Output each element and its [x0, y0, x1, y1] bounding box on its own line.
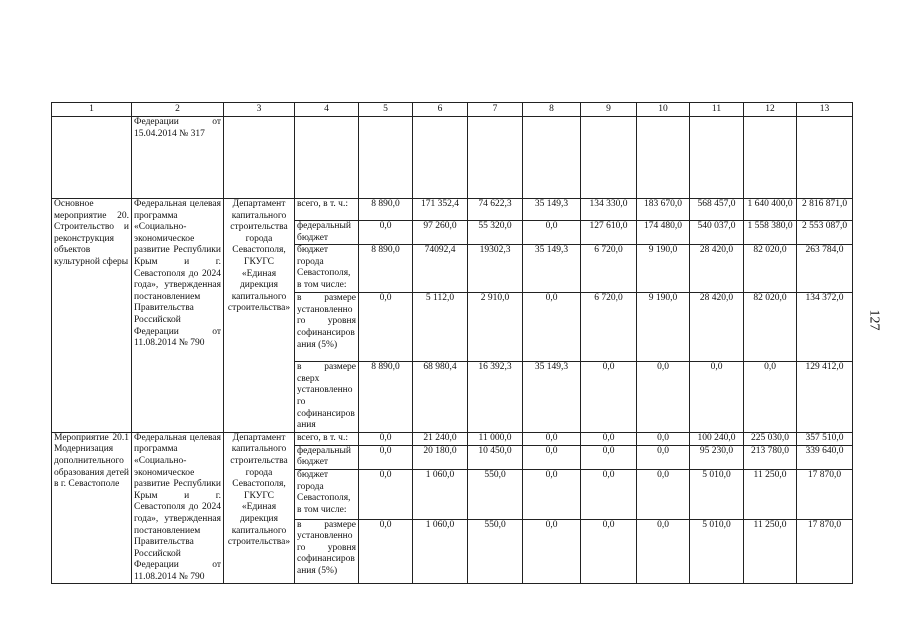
header-cell: 5: [359, 103, 413, 117]
amount-cell: 0,0: [581, 362, 637, 433]
amount-cell: 2 910,0: [468, 293, 523, 362]
amount-cell: 5 010,0: [690, 519, 744, 584]
amount-cell: 0,0: [523, 221, 581, 245]
funding-source-label: всего, в т. ч.:: [295, 199, 359, 221]
funding-source-label: бюджет города Севастополя, в том числе:: [295, 245, 359, 293]
header-row: [52, 103, 853, 117]
amount-cell: 550,0: [468, 519, 523, 584]
amount-cell: 129 412,0: [797, 362, 853, 433]
program-name: Федеральная целевая программа «Социально-экономическое развитие Республики Крым и г. Севастополя до 2024 года», утвержденная постановлением Правительства Российской Федерации от 11.08.2014 № 790: [132, 199, 224, 433]
amount-cell: 0,0: [359, 293, 413, 362]
amount-cell: 540 037,0: [690, 221, 744, 245]
table-row: [52, 432, 853, 445]
amount-cell: 0,0: [581, 432, 637, 445]
amount-cell: 213 780,0: [744, 445, 797, 470]
amount-cell: 0,0: [523, 432, 581, 445]
header-cell: 11: [690, 103, 744, 117]
amount-cell: 2 553 087,0: [797, 221, 853, 245]
amount-cell: 0,0: [359, 432, 413, 445]
amount-cell: 0,0: [523, 470, 581, 520]
empty-cell: [295, 117, 359, 199]
budget-table: [51, 102, 853, 584]
amount-cell: 95 230,0: [690, 445, 744, 470]
amount-cell: 6 720,0: [581, 293, 637, 362]
amount-cell: 35 149,3: [523, 199, 581, 221]
header-cell: 9: [581, 103, 637, 117]
funding-source-label: федеральный бюджет: [295, 445, 359, 470]
amount-cell: 0,0: [637, 432, 690, 445]
amount-cell: 5 112,0: [413, 293, 468, 362]
amount-cell: 0,0: [359, 519, 413, 584]
empty-cell: [523, 117, 581, 199]
amount-cell: 5 010,0: [690, 470, 744, 520]
amount-cell: 0,0: [359, 445, 413, 470]
amount-cell: 0,0: [637, 470, 690, 520]
amount-cell: 9 190,0: [637, 245, 690, 293]
amount-cell: 1 060,0: [413, 519, 468, 584]
amount-cell: 550,0: [468, 470, 523, 520]
header-cell: 8: [523, 103, 581, 117]
amount-cell: 0,0: [637, 445, 690, 470]
amount-cell: 82 020,0: [744, 293, 797, 362]
amount-cell: 263 784,0: [797, 245, 853, 293]
amount-cell: 21 240,0: [413, 432, 468, 445]
amount-cell: 568 457,0: [690, 199, 744, 221]
empty-cell: [797, 117, 853, 199]
amount-cell: 0,0: [744, 362, 797, 433]
executor-name: Департамент капитального строительства города Севастополя, ГКУГС «Единая дирекция капитального строительства»: [224, 199, 295, 433]
header-cell: 12: [744, 103, 797, 117]
amount-cell: 1 060,0: [413, 470, 468, 520]
page-number: 127: [866, 309, 882, 331]
amount-cell: 17 870,0: [797, 519, 853, 584]
funding-source-label: всего, в т. ч.:: [295, 432, 359, 445]
amount-cell: 10 450,0: [468, 445, 523, 470]
amount-cell: 0,0: [690, 362, 744, 433]
funding-source-label: в размере сверх установленного софинансирования: [295, 362, 359, 433]
amount-cell: 0,0: [581, 470, 637, 520]
amount-cell: 225 030,0: [744, 432, 797, 445]
amount-cell: 55 320,0: [468, 221, 523, 245]
funding-source-label: федеральный бюджет: [295, 221, 359, 245]
empty-cell: [413, 117, 468, 199]
header-cell: 7: [468, 103, 523, 117]
amount-cell: 16 392,3: [468, 362, 523, 433]
amount-cell: 0,0: [581, 519, 637, 584]
funding-source-label: в размере установленного уровня софинансирования (5%): [295, 519, 359, 584]
empty-cell: [359, 117, 413, 199]
header-cell: 3: [224, 103, 295, 117]
amount-cell: 97 260,0: [413, 221, 468, 245]
empty-cell: [581, 117, 637, 199]
amount-cell: 134 372,0: [797, 293, 853, 362]
empty-cell: [224, 117, 295, 199]
amount-cell: 2 816 871,0: [797, 199, 853, 221]
amount-cell: 6 720,0: [581, 245, 637, 293]
header-cell: 2: [132, 103, 224, 117]
amount-cell: 339 640,0: [797, 445, 853, 470]
header-cell: 13: [797, 103, 853, 117]
header-cell: 1: [52, 103, 132, 117]
amount-cell: 0,0: [637, 519, 690, 584]
amount-cell: 357 510,0: [797, 432, 853, 445]
amount-cell: 134 330,0: [581, 199, 637, 221]
header-cell: 10: [637, 103, 690, 117]
amount-cell: 28 420,0: [690, 245, 744, 293]
empty-cell: [637, 117, 690, 199]
carryover-row: [52, 117, 853, 199]
amount-cell: 9 190,0: [637, 293, 690, 362]
amount-cell: 100 240,0: [690, 432, 744, 445]
amount-cell: 1 640 400,0: [744, 199, 797, 221]
amount-cell: 35 149,3: [523, 362, 581, 433]
amount-cell: 8 890,0: [359, 362, 413, 433]
amount-cell: 183 670,0: [637, 199, 690, 221]
amount-cell: 11 250,0: [744, 519, 797, 584]
amount-cell: 74092,4: [413, 245, 468, 293]
header-cell: 6: [413, 103, 468, 117]
amount-cell: 8 890,0: [359, 199, 413, 221]
amount-cell: 127 610,0: [581, 221, 637, 245]
header-cell: 4: [295, 103, 359, 117]
empty-cell: [468, 117, 523, 199]
amount-cell: 17 870,0: [797, 470, 853, 520]
amount-cell: 0,0: [523, 445, 581, 470]
table-row: [52, 199, 853, 221]
amount-cell: 174 480,0: [637, 221, 690, 245]
amount-cell: 74 622,3: [468, 199, 523, 221]
amount-cell: 20 180,0: [413, 445, 468, 470]
amount-cell: 68 980,4: [413, 362, 468, 433]
funding-source-label: бюджет города Севастополя, в том числе:: [295, 470, 359, 520]
empty-cell: [744, 117, 797, 199]
activity-name: Мероприятие 20.1 Модернизация дополнительного образования детей в г. Севастополе: [52, 432, 132, 584]
funding-source-label: в размере установленного уровня софинансирования (5%): [295, 293, 359, 362]
amount-cell: 35 149,3: [523, 245, 581, 293]
amount-cell: 19302,3: [468, 245, 523, 293]
carryover-text: Федерации от 15.04.2014 № 317: [132, 117, 224, 199]
amount-cell: 11 000,0: [468, 432, 523, 445]
amount-cell: 8 890,0: [359, 245, 413, 293]
activity-name: Основное мероприятие 20. Строительство и реконструкция объектов культурной сферы: [52, 199, 132, 433]
program-name: Федеральная целевая программа «Социально-экономическое развитие Республики Крым и г. Севастополя до 2024 года», утвержденная постановлением Правительства Российской Федерации от 11.08.2014 № 790: [132, 432, 224, 584]
amount-cell: 171 352,4: [413, 199, 468, 221]
amount-cell: 0,0: [637, 362, 690, 433]
amount-cell: 0,0: [359, 470, 413, 520]
executor-name: Департамент капитального строительства города Севастополя, ГКУГС «Единая дирекция капитального строительства»: [224, 432, 295, 584]
amount-cell: 0,0: [359, 221, 413, 245]
amount-cell: 82 020,0: [744, 245, 797, 293]
amount-cell: 0,0: [523, 519, 581, 584]
empty-cell: [52, 117, 132, 199]
amount-cell: 0,0: [523, 293, 581, 362]
amount-cell: 0,0: [581, 445, 637, 470]
amount-cell: 28 420,0: [690, 293, 744, 362]
amount-cell: 11 250,0: [744, 470, 797, 520]
amount-cell: 1 558 380,0: [744, 221, 797, 245]
empty-cell: [690, 117, 744, 199]
